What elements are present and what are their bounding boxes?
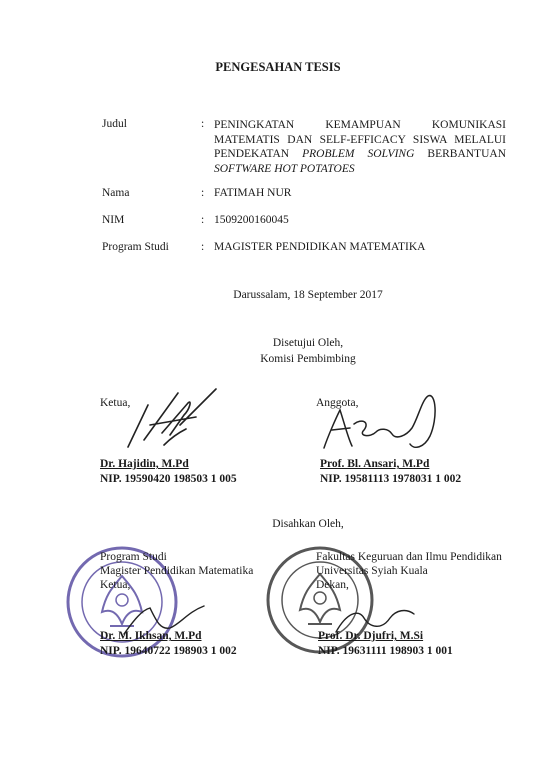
left-unit-line-3: Ketua,: [100, 579, 131, 591]
chair-name: Dr. Hajidin, M.Pd: [100, 458, 189, 470]
member-nip: NIP. 19581113 1978031 1 002: [320, 473, 462, 485]
judul-line-1: PENINGKATAN KEMAMPUAN KOMUNIKASI: [214, 119, 506, 131]
page-title: PENGESAHAN TESIS: [215, 60, 341, 74]
chair-nip: NIP. 19590420 198503 1 005: [100, 473, 237, 485]
member-role: Anggota,: [316, 397, 359, 409]
chair-role: Ketua,: [100, 397, 131, 409]
place-date: Darussalam, 18 September 2017: [233, 289, 383, 301]
judul-value: [214, 118, 506, 176]
judul-line-3a: PENDEKATAN: [214, 148, 303, 160]
judul-line-3: [214, 147, 506, 162]
right-unit-line-2: Universitas Syiah Kuala: [316, 565, 428, 577]
right-unit-line-3: Dekan,: [316, 579, 349, 591]
prodi-value: MAGISTER PENDIDIKAN MATEMATIKA: [214, 241, 426, 253]
nim-label: NIM: [102, 214, 125, 226]
approved-by: Disetujui Oleh,: [272, 337, 344, 349]
nama-colon: :: [201, 187, 205, 199]
right-dean-nip: NIP. 19631111 198903 1 001: [318, 645, 453, 657]
left-unit-line-2: Magister Pendidikan Matematika: [100, 565, 254, 577]
judul-label: Judul: [102, 118, 127, 130]
prodi-colon: :: [201, 241, 205, 253]
ratified-by: Disahkan Oleh,: [272, 518, 344, 530]
nama-value: FATIMAH NUR: [214, 187, 292, 199]
nim-colon: :: [201, 214, 205, 226]
right-dean-name: Prof. Dr. Djufri, M.Si: [318, 630, 424, 642]
committee: Komisi Pembimbing: [260, 353, 356, 365]
chair-signature: [120, 385, 240, 455]
judul-colon: :: [201, 118, 205, 130]
right-unit-line-1: Fakultas Keguruan dan Ilmu Pendidikan: [316, 551, 502, 563]
member-name: Prof. Bl. Ansari, M.Pd: [320, 458, 430, 470]
judul-line-3b: BERBANTUAN: [414, 148, 506, 160]
nim-value: 1509200160045: [214, 214, 289, 226]
nama-label: Nama: [102, 187, 130, 199]
judul-line-2: MATEMATIS DAN SELF-EFFICACY SISWA MELALUI: [214, 133, 506, 146]
left-dean-nip: NIP. 19640722 198903 1 002: [100, 645, 237, 657]
left-dean-name: Dr. M. Ikhsan, M.Pd: [100, 630, 202, 642]
judul-line-3-italic: PROBLEM SOLVING: [302, 148, 415, 160]
prodi-label: Program Studi: [102, 241, 169, 253]
left-unit-line-1: Program Studi: [100, 551, 167, 563]
judul-line-4: SOFTWARE HOT POTATOES: [214, 162, 355, 175]
